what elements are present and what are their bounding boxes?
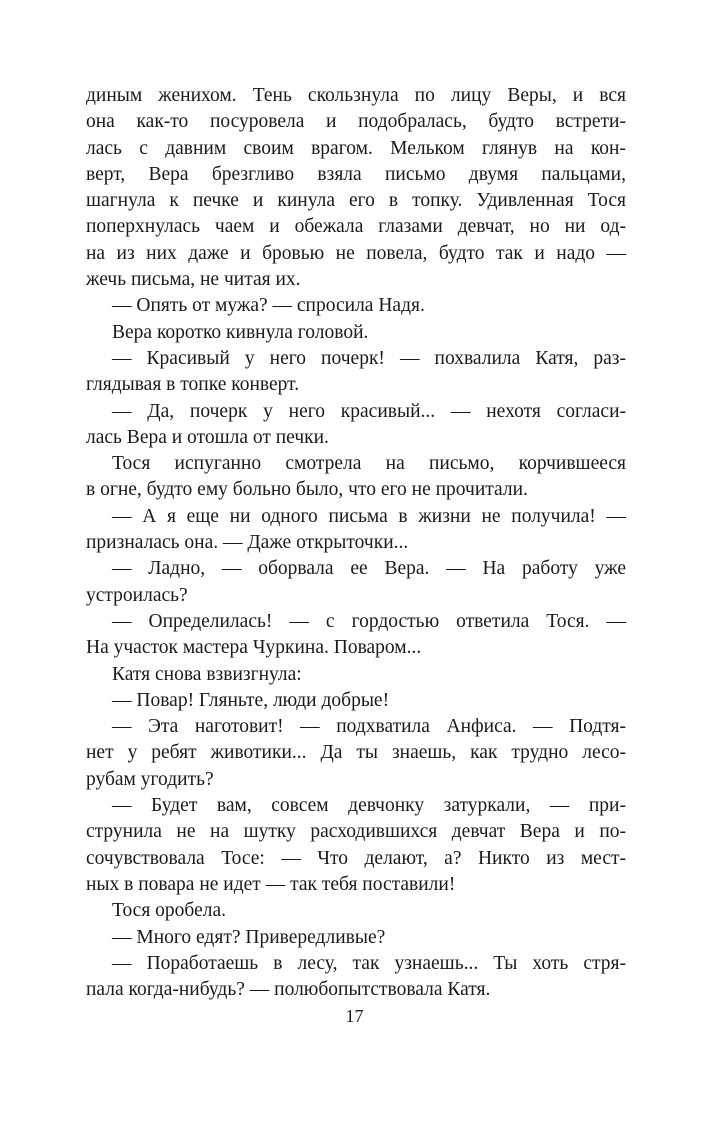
text-line: поперхнулась чаем и обежала глазами девчат, но ни од- bbox=[86, 216, 626, 238]
text-line: — Эта наготовит! — подхватила Анфиса. — Подтя- bbox=[112, 716, 626, 738]
text-line: На участок мастера Чуркина. Поваром... bbox=[86, 637, 422, 659]
text-line: Катя снова взвизгнула: bbox=[112, 663, 302, 685]
text-line: — Ладно, — оборвала ее Вера. — На работу уже bbox=[112, 558, 626, 580]
text-line: верт, Вера брезгливо взяла письмо двумя пальцами, bbox=[86, 163, 626, 185]
text-line: — Определилась! — с гордостью ответила Тося. — bbox=[112, 610, 626, 632]
text-line: струнила не на шутку расходившихся девчат Вера и по- bbox=[86, 821, 626, 843]
text-line: на из них даже и бровью не повела, будто так и надо — bbox=[86, 242, 626, 264]
text-line: лась Вера и отошла от печки. bbox=[86, 426, 329, 448]
text-line: глядывая в топке конверт. bbox=[86, 374, 300, 396]
text-line: она как-то посуровела и подобралась, будто встрети- bbox=[86, 111, 626, 133]
text-line: пала когда-нибудь? — полюбопытствовала Катя. bbox=[86, 979, 491, 1001]
text-line: устроилась? bbox=[86, 584, 188, 606]
text-line: — А я еще ни одного письма в жизни не получила! — bbox=[112, 505, 626, 527]
text-line: призналась она. — Даже открыточки... bbox=[86, 532, 409, 554]
body-text bbox=[86, 83, 626, 1003]
text-line: Вера коротко кивнула головой. bbox=[112, 321, 369, 343]
text-line: — Опять от мужа? — спросила Надя. bbox=[112, 295, 425, 317]
text-line: — Красивый у него почерк! — похвалила Катя, раз- bbox=[112, 347, 626, 369]
text-line: — Много едят? Привередливые? bbox=[112, 926, 386, 948]
text-line: лась с давним своим врагом. Мельком глянув на кон- bbox=[86, 137, 626, 159]
text-line: — Будет вам, совсем девчонку затуркали, — при- bbox=[112, 795, 626, 817]
text-line: шагнула к печке и кинула его в топку. Удивленная Тося bbox=[86, 190, 626, 212]
text-line: — Повар! Гляньте, люди добрые! bbox=[112, 689, 390, 711]
text-line: диным женихом. Тень скользнула по лицу Веры, и вся bbox=[86, 85, 626, 106]
text-line: рубам угодить? bbox=[86, 768, 214, 790]
text-line: ных в повара не идет — так тебя поставили! bbox=[86, 873, 456, 895]
text-line: Тося оробела. bbox=[112, 900, 227, 922]
text-line: — Да, почерк у него красивый... — нехотя согласи- bbox=[112, 400, 626, 422]
page-number: 17 bbox=[345, 1006, 364, 1026]
text-line: сочувствовала Тосе: — Что делают, а? Никто из мест- bbox=[86, 847, 626, 869]
text-line: жечь письма, не читая их. bbox=[86, 269, 301, 291]
text-line: — Поработаешь в лесу, так узнаешь... Ты хоть стря- bbox=[112, 952, 626, 974]
text-line: Тося испуганно смотрела на письмо, корчившееся bbox=[112, 453, 626, 475]
text-line: в огне, будто ему больно было, что его не прочитали. bbox=[86, 479, 528, 501]
text-line: нет у ребят животики... Да ты знаешь, как трудно лесо- bbox=[86, 742, 626, 764]
